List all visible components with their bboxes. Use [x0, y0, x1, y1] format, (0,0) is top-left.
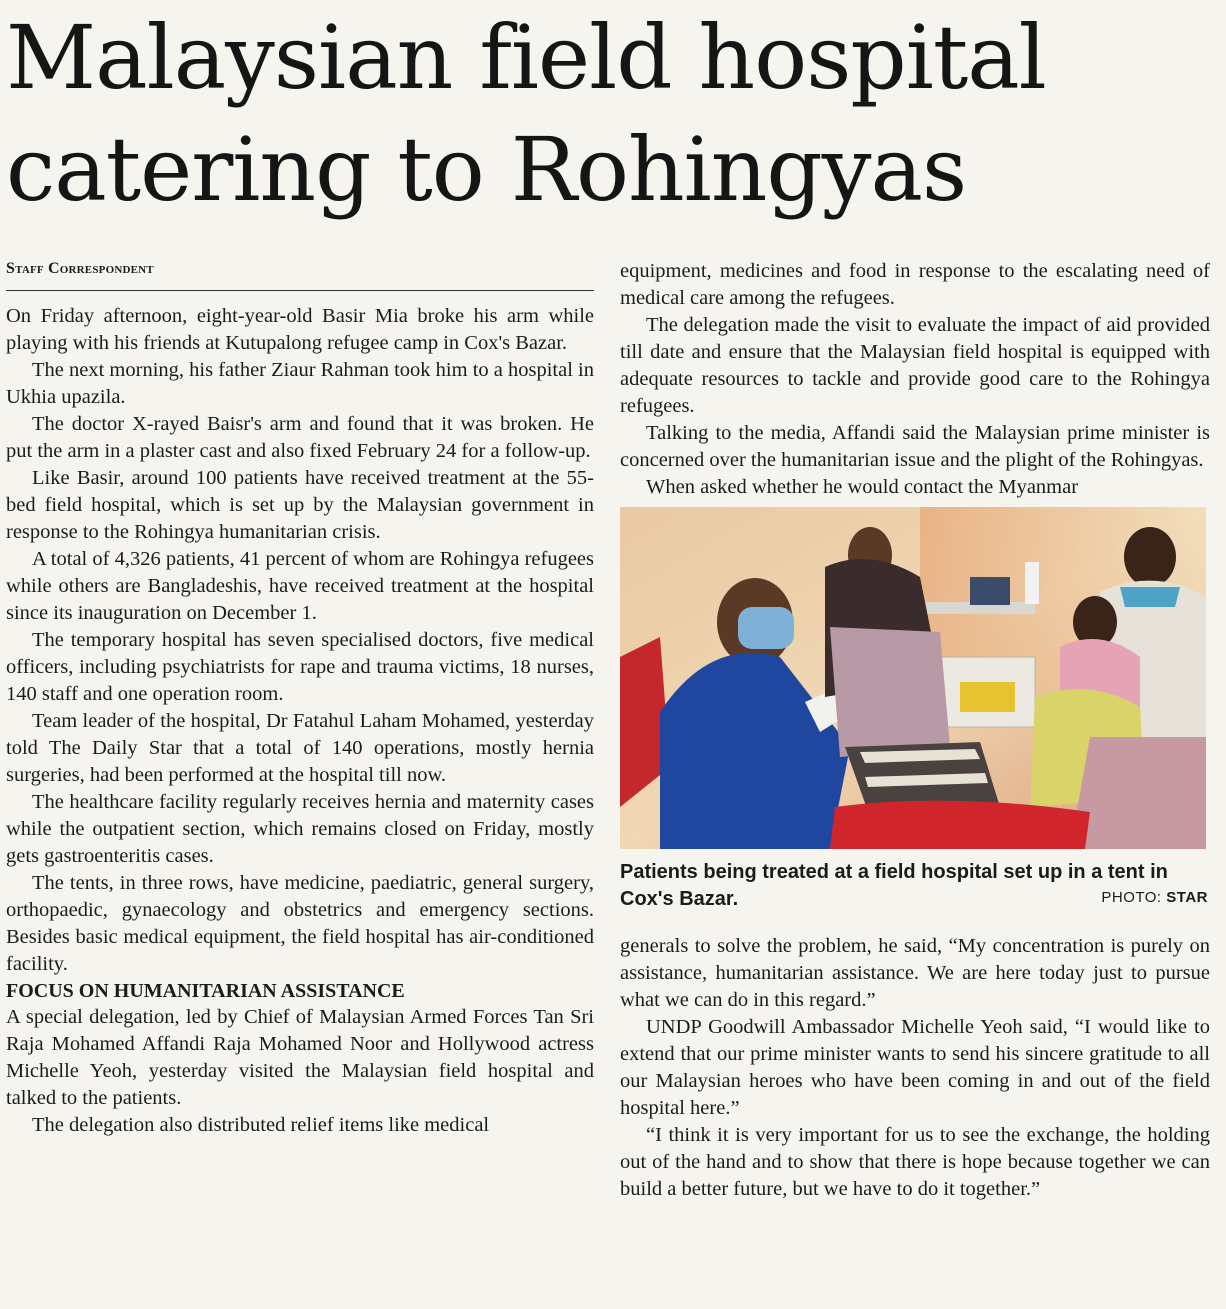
- subheading: FOCUS ON HUMANITARIAN ASSISTANCE: [6, 980, 405, 1002]
- right-column: [620, 258, 1210, 1298]
- paragraph: Talking to the media, Affandi said the Malaysian prime minister is concerned over the humanitarian issue and the plight of the Rohingyas.: [620, 422, 1210, 471]
- paragraph: UNDP Goodwill Ambassador Michelle Yeoh said, “I would like to extend that our prime minister wants to send his sincere gratitude to all our Malaysian heroes who have been coming in and out of the field hospital here.”: [620, 1016, 1210, 1119]
- paragraph: The delegation made the visit to evaluate the impact of aid provided till date and ensure that the Malaysian field hospital is equipped with adequate resources to tackle and provide good care to the Rohingya refugees.: [620, 314, 1210, 417]
- paragraph: The delegation also distributed relief items like medical: [32, 1114, 490, 1136]
- headline: Malaysian field hospital catering to Rohingyas: [6, 6, 1046, 221]
- byline: Staff Correspondent: [6, 258, 594, 291]
- news-photo: [620, 507, 1206, 849]
- paragraph: The next morning, his father Ziaur Rahman took him to a hospital in Ukhia upazila.: [6, 359, 594, 408]
- photo-credit: PHOTO: STAR: [1101, 889, 1208, 906]
- paragraph: On Friday afternoon, eight-year-old Basir Mia broke his arm while playing with his friends at Kutupalong refugee camp in Cox's Bazar.: [6, 305, 594, 354]
- paragraph: A total of 4,326 patients, 41 percent of whom are Rohingya refugees while others are Bangladeshis, have received treatment at the hospital since its inauguration on December 1.: [6, 548, 594, 624]
- paragraph: equipment, medicines and food in response to the escalating need of medical care among the refugees.: [620, 260, 1210, 309]
- paragraph: The healthcare facility regularly receives hernia and maternity cases while the outpatient section, which remains closed on Friday, mostly gets gastroenteritis cases.: [6, 791, 594, 867]
- paragraph: “I think it is very important for us to see the exchange, the holding out of the hand and to show that there is hope because together we can build a better future, but we have to do it together.”: [620, 1124, 1210, 1200]
- photo-caption: [620, 859, 1210, 913]
- paragraph: The tents, in three rows, have medicine, paediatric, general surgery, orthopaedic, gynaecology and obstetrics and emergency sections. Besides basic medical equipment, the field hospital has air-conditioned facility.: [6, 872, 594, 975]
- paragraph: When asked whether he would contact the Myanmar: [646, 476, 1079, 498]
- paragraph: generals to solve the problem, he said, “My concentration is purely on assistance, humanitarian assistance. We are here today just to pursue what we can do in this regard.”: [620, 935, 1210, 1011]
- paragraph: A special delegation, led by Chief of Malaysian Armed Forces Tan Sri Raja Mohamed Affandi Raja Mohamed Noor and Hollywood actress Michelle Yeoh, yesterday visited the Malaysian field hospital and talked to the patients.: [6, 1006, 594, 1109]
- paragraph: Team leader of the hospital, Dr Fatahul Laham Mohamed, yesterday told The Daily Star that a total of 140 operations, mostly hernia surgeries, had been performed at the hospital till now.: [6, 710, 594, 786]
- paragraph: The doctor X-rayed Baisr's arm and found that it was broken. He put the arm in a plaster cast and also fixed February 24 for a follow-up.: [6, 413, 594, 462]
- caption-text: Patients being treated at a field hospital set up in a tent in Cox's Bazar.: [620, 861, 1168, 910]
- left-column: [6, 258, 594, 1298]
- paragraph: Like Basir, around 100 patients have received treatment at the 55-bed field hospital, which is set up by the Malaysian government in response to the Rohingya humanitarian crisis.: [6, 467, 594, 543]
- paragraph: The temporary hospital has seven specialised doctors, five medical officers, including psychiatrists for rape and trauma victims, 18 nurses, 140 staff and one operation room.: [6, 629, 594, 705]
